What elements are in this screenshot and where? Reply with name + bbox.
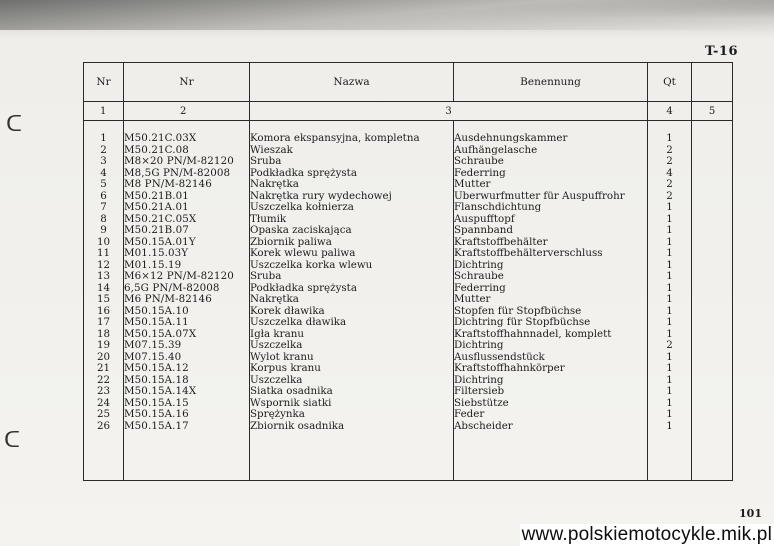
margin-pencil-mark: ᑕ	[6, 112, 23, 137]
row-extra	[692, 191, 733, 203]
row-number: 5	[84, 179, 124, 191]
table-header-row	[84, 63, 733, 102]
table-row	[84, 409, 733, 421]
table-row	[84, 340, 733, 352]
header-extra	[692, 63, 733, 102]
table-row	[84, 398, 733, 410]
row-name-polish: Korek dławika	[250, 306, 454, 318]
table-tail-space	[84, 432, 733, 481]
row-quantity: 1	[648, 363, 692, 375]
table-row	[84, 225, 733, 237]
table-row	[84, 133, 733, 145]
row-part-number: M50.15A.17	[124, 421, 250, 433]
row-number: 2	[84, 145, 124, 157]
table-row	[84, 156, 733, 168]
row-number: 18	[84, 329, 124, 341]
row-name-polish: Sprężynka	[250, 409, 454, 421]
table-row	[84, 363, 733, 375]
row-quantity: 1	[648, 283, 692, 295]
row-quantity: 1	[648, 271, 692, 283]
row-name-polish: Podkładka sprężysta	[250, 283, 454, 295]
row-quantity: 4	[648, 168, 692, 180]
row-name-german: Kraftstoffhahnkörper	[454, 363, 648, 375]
row-number: 24	[84, 398, 124, 410]
row-name-german: Kraftstoffbehälter	[454, 237, 648, 249]
table-row	[84, 271, 733, 283]
row-number: 4	[84, 168, 124, 180]
row-quantity: 1	[648, 237, 692, 249]
table-row	[84, 214, 733, 226]
row-quantity: 1	[648, 260, 692, 272]
row-part-number: M50.15A.11	[124, 317, 250, 329]
row-quantity: 1	[648, 409, 692, 421]
row-number: 13	[84, 271, 124, 283]
row-part-number: M8 PN/M-82146	[124, 179, 250, 191]
row-part-number: M50.15A.14X	[124, 386, 250, 398]
row-name-polish: Uszczelka kołnierza	[250, 202, 454, 214]
row-extra	[692, 271, 733, 283]
row-quantity: 2	[648, 156, 692, 168]
row-name-polish: Uszczelka korka wlewu	[250, 260, 454, 272]
row-quantity: 1	[648, 317, 692, 329]
row-name-polish: Wylot kranu	[250, 352, 454, 364]
row-number: 9	[84, 225, 124, 237]
row-name-polish: Nakrętka	[250, 294, 454, 306]
row-name-german: Abscheider	[454, 421, 648, 433]
row-quantity: 1	[648, 133, 692, 145]
row-name-polish: Nakrętka rury wydechowej	[250, 191, 454, 203]
header-nr: Nr	[84, 63, 124, 102]
row-name-german: Dichtring	[454, 375, 648, 387]
row-name-german: Filtersieb	[454, 386, 648, 398]
row-extra	[692, 317, 733, 329]
row-quantity: 1	[648, 214, 692, 226]
row-name-polish: Siatka osadnika	[250, 386, 454, 398]
row-extra	[692, 133, 733, 145]
table-row	[84, 329, 733, 341]
row-part-number: M50.15A.15	[124, 398, 250, 410]
row-part-number: M50.21A.01	[124, 202, 250, 214]
row-extra	[692, 409, 733, 421]
row-extra	[692, 168, 733, 180]
table-row	[84, 421, 733, 433]
row-name-german: Überwurfmutter für Auspuffrohr	[454, 191, 648, 203]
row-name-polish: Komora ekspansyjna, kompletna	[250, 133, 454, 145]
row-quantity: 1	[648, 398, 692, 410]
row-name-german: Schraube	[454, 156, 648, 168]
row-quantity: 1	[648, 294, 692, 306]
column-index-4: 4	[648, 102, 692, 121]
header-part-number: Nr	[124, 63, 250, 102]
row-name-german: Flanschdichtung	[454, 202, 648, 214]
table-row	[84, 168, 733, 180]
row-name-german: Siebstütze	[454, 398, 648, 410]
row-extra	[692, 386, 733, 398]
row-name-polish: Korek wlewu paliwa	[250, 248, 454, 260]
row-name-german: Schraube	[454, 271, 648, 283]
header-name-polish: Nazwa	[250, 63, 454, 102]
row-name-german: Federring	[454, 283, 648, 295]
row-quantity: 1	[648, 225, 692, 237]
table-spacer	[84, 121, 733, 134]
row-name-german: Stopfen für Stopfbüchse	[454, 306, 648, 318]
row-extra	[692, 225, 733, 237]
row-name-polish: Wieszak	[250, 145, 454, 157]
row-part-number: 6,5G PN/M-82008	[124, 283, 250, 295]
header-quantity: Qt	[648, 63, 692, 102]
row-name-polish: Uszczelka	[250, 375, 454, 387]
row-number: 20	[84, 352, 124, 364]
row-name-german: Kraftstoffhahnnadel, komplett	[454, 329, 648, 341]
row-name-german: Kraftstoffbehälterverschluss	[454, 248, 648, 260]
header-name-german: Benennung	[454, 63, 648, 102]
sheet-code: T-16	[704, 44, 738, 59]
row-part-number: M50.15A.16	[124, 409, 250, 421]
parts-table	[83, 62, 733, 481]
table-row	[84, 306, 733, 318]
row-part-number: M6×12 PN/M-82120	[124, 271, 250, 283]
row-part-number: M8×20 PN/M-82120	[124, 156, 250, 168]
row-part-number: M50.15A.07X	[124, 329, 250, 341]
row-number: 7	[84, 202, 124, 214]
row-extra	[692, 260, 733, 272]
page-fold-shadow	[0, 0, 774, 30]
row-name-polish: Wspornik siatki	[250, 398, 454, 410]
row-extra	[692, 421, 733, 433]
column-index-2: 2	[124, 102, 250, 121]
row-name-polish: Uszczelka	[250, 340, 454, 352]
table-row	[84, 237, 733, 249]
row-number: 1	[84, 133, 124, 145]
table-row	[84, 283, 733, 295]
row-name-german: Mutter	[454, 294, 648, 306]
margin-pencil-mark: ᑕ	[4, 428, 21, 453]
row-number: 22	[84, 375, 124, 387]
row-part-number: M50.21C.03X	[124, 133, 250, 145]
row-name-german: Ausflussendstück	[454, 352, 648, 364]
row-name-polish: Śruba	[250, 271, 454, 283]
table-row	[84, 179, 733, 191]
table-row	[84, 352, 733, 364]
row-part-number: M50.21C.05X	[124, 214, 250, 226]
row-part-number: M50.15A.18	[124, 375, 250, 387]
row-number: 11	[84, 248, 124, 260]
row-number: 19	[84, 340, 124, 352]
column-index-3: 3	[250, 102, 648, 121]
row-name-german: Aufhängelasche	[454, 145, 648, 157]
row-extra	[692, 283, 733, 295]
table-row	[84, 386, 733, 398]
column-index-5: 5	[692, 102, 733, 121]
row-number: 25	[84, 409, 124, 421]
row-extra	[692, 375, 733, 387]
row-name-german: Dichtring	[454, 340, 648, 352]
row-name-german: Ausdehnungskammer	[454, 133, 648, 145]
row-name-polish: Nakrętka	[250, 179, 454, 191]
table-row	[84, 317, 733, 329]
row-name-german: Federring	[454, 168, 648, 180]
row-extra	[692, 294, 733, 306]
row-quantity: 2	[648, 340, 692, 352]
row-number: 21	[84, 363, 124, 375]
row-quantity: 1	[648, 421, 692, 433]
row-quantity: 1	[648, 386, 692, 398]
row-part-number: M01.15.03Y	[124, 248, 250, 260]
row-part-number: M50.21B.07	[124, 225, 250, 237]
row-quantity: 1	[648, 352, 692, 364]
row-extra	[692, 340, 733, 352]
row-part-number: M07.15.39	[124, 340, 250, 352]
row-number: 26	[84, 421, 124, 433]
row-part-number: M50.15A.12	[124, 363, 250, 375]
row-quantity: 2	[648, 179, 692, 191]
row-number: 16	[84, 306, 124, 318]
table-row	[84, 191, 733, 203]
row-extra	[692, 202, 733, 214]
row-part-number: M50.15A.01Y	[124, 237, 250, 249]
table-row	[84, 260, 733, 272]
row-name-polish: Podkładka sprężysta	[250, 168, 454, 180]
row-name-polish: Opaska zaciskająca	[250, 225, 454, 237]
row-extra	[692, 306, 733, 318]
row-part-number: M01.15.19	[124, 260, 250, 272]
row-quantity: 1	[648, 248, 692, 260]
row-extra	[692, 363, 733, 375]
row-name-polish: Zbiornik paliwa	[250, 237, 454, 249]
row-quantity: 1	[648, 202, 692, 214]
row-name-german: Dichtring für Stopfbüchse	[454, 317, 648, 329]
row-number: 8	[84, 214, 124, 226]
table-row	[84, 375, 733, 387]
row-part-number: M6 PN/M-82146	[124, 294, 250, 306]
row-part-number: M07.15.40	[124, 352, 250, 364]
row-extra	[692, 156, 733, 168]
table-row	[84, 145, 733, 157]
row-number: 6	[84, 191, 124, 203]
row-quantity: 2	[648, 145, 692, 157]
row-quantity: 1	[648, 329, 692, 341]
row-name-polish: Śruba	[250, 156, 454, 168]
row-part-number: M8,5G PN/M-82008	[124, 168, 250, 180]
row-name-german: Mutter	[454, 179, 648, 191]
row-number: 14	[84, 283, 124, 295]
row-number: 15	[84, 294, 124, 306]
row-number: 17	[84, 317, 124, 329]
row-part-number: M50.21C.08	[124, 145, 250, 157]
row-extra	[692, 145, 733, 157]
row-number: 12	[84, 260, 124, 272]
page-number: 101	[739, 507, 762, 520]
row-name-polish: Tłumik	[250, 214, 454, 226]
row-extra	[692, 352, 733, 364]
column-index-1: 1	[84, 102, 124, 121]
row-part-number: M50.21B.01	[124, 191, 250, 203]
row-number: 23	[84, 386, 124, 398]
column-index-row	[84, 102, 733, 121]
row-extra	[692, 179, 733, 191]
row-quantity: 1	[648, 375, 692, 387]
row-extra	[692, 248, 733, 260]
watermark-url: www.polskiemotocykle.mik.pl	[521, 524, 772, 545]
row-name-german: Spannband	[454, 225, 648, 237]
row-name-german: Auspufftopf	[454, 214, 648, 226]
row-quantity: 1	[648, 306, 692, 318]
row-number: 3	[84, 156, 124, 168]
row-extra	[692, 329, 733, 341]
row-name-polish: Korpus kranu	[250, 363, 454, 375]
table-row	[84, 294, 733, 306]
row-name-polish: Igła kranu	[250, 329, 454, 341]
row-name-german: Feder	[454, 409, 648, 421]
row-name-german: Dichtring	[454, 260, 648, 272]
row-name-polish: Zbiornik osadnika	[250, 421, 454, 433]
row-extra	[692, 398, 733, 410]
row-extra	[692, 237, 733, 249]
row-quantity: 2	[648, 191, 692, 203]
table-row	[84, 202, 733, 214]
row-name-polish: Uszczelka dławika	[250, 317, 454, 329]
row-extra	[692, 214, 733, 226]
row-part-number: M50.15A.10	[124, 306, 250, 318]
table-row	[84, 248, 733, 260]
row-number: 10	[84, 237, 124, 249]
